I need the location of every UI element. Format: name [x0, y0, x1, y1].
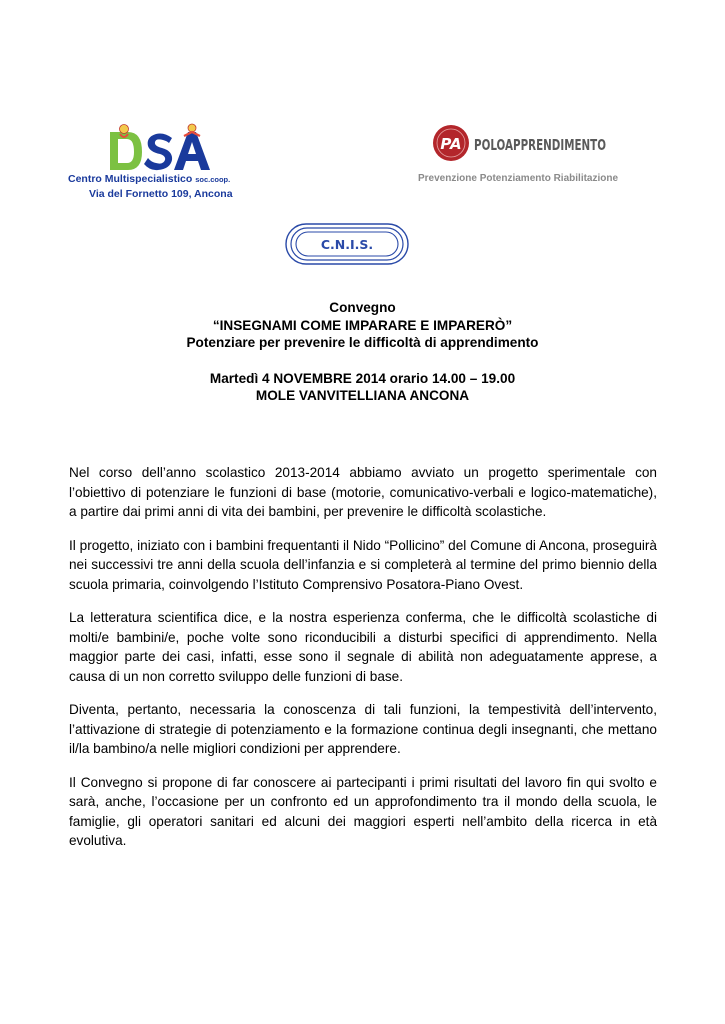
pa-tagline: Prevenzione Potenziamento Riabilitazione — [418, 173, 619, 184]
cnis-logo — [285, 222, 409, 266]
event-title: “INSEGNAMI COME IMPARARE E IMPARERÒ” — [212, 317, 513, 333]
cnis-logo-text: C.N.I.S. — [320, 237, 374, 252]
event-date-time: Martedì 4 NOVEMBRE 2014 orario 14.00 – 19.00 — [209, 370, 516, 386]
polo-apprendimento-logo — [432, 122, 612, 164]
event-venue: MOLE VANVITELLIANA ANCONA — [255, 388, 470, 403]
pa-logo-text: POLOAPPRENDIMENTO — [474, 136, 606, 154]
paragraph: Il Convegno si propone di far conoscere ai partecipanti i primi risultati del lavoro fin qui svolto e sarà, anche, l’occasione per un confronto ed un approfondimento tra il mondo della scuola, le famiglie, gli operatori sanitari ed alcuni dei maggiori esperti nell’ambito della ricerca in età evolutiva. — [69, 774, 657, 848]
dsa-org-name: Centro Multispecialistico — [68, 173, 193, 185]
paragraph: Nel corso dell’anno scolastico 2013-2014 abbiamo avviato un progetto sperimentale con l’obiettivo di potenziare le funzioni di base (motorie, comunicativo-verbali e logico-matematiche), a partire dai primi anni di vita dei bambini, per prevenire le difficoltà scolastiche. — [69, 465, 657, 519]
event-type: Convegno — [329, 300, 396, 315]
body-text — [69, 463, 657, 865]
dsa-org-suffix: soc.coop. — [195, 175, 231, 184]
event-title-block — [0, 299, 725, 405]
paragraph: Diventa, pertanto, necessaria la conoscenza di tali funzioni, la tempestività dell’intervento, l’attivazione di strategie di potenziamento e la formazione continua degli insegnanti, che mettano il/la bambino/a nelle migliori condizioni per apprendere. — [69, 702, 657, 756]
dsa-logo — [108, 124, 212, 172]
dsa-address: Via del Fornetto 109, Ancona — [89, 188, 233, 200]
paragraph: Il progetto, iniziato con i bambini frequentanti il Nido “Pollicino” del Comune di Ancona, proseguirà nei successivi tre anni della scuola dell’infanzia e si completerà al termine del primo biennio della scuola primaria, coinvolgendo l’Istituto Comprensivo Posatora-Piano Ovest. — [69, 537, 657, 592]
pa-badge-text: PA — [440, 135, 462, 153]
event-subtitle: Potenziare per prevenire le difficoltà di apprendimento — [186, 335, 539, 350]
paragraph: La letteratura scientifica dice, e la nostra esperienza conferma, che le difficoltà scolastiche di molti/e bambini/e, poche volte sono riconducibili a disturbi specifici di apprendimento. Nella maggior parte dei casi, infatti, esse sono il segnale di abilità non adeguatamente apprese, a causa di un non corretto sviluppo delle funzioni di base. — [69, 610, 657, 684]
dsa-caption — [68, 172, 258, 202]
